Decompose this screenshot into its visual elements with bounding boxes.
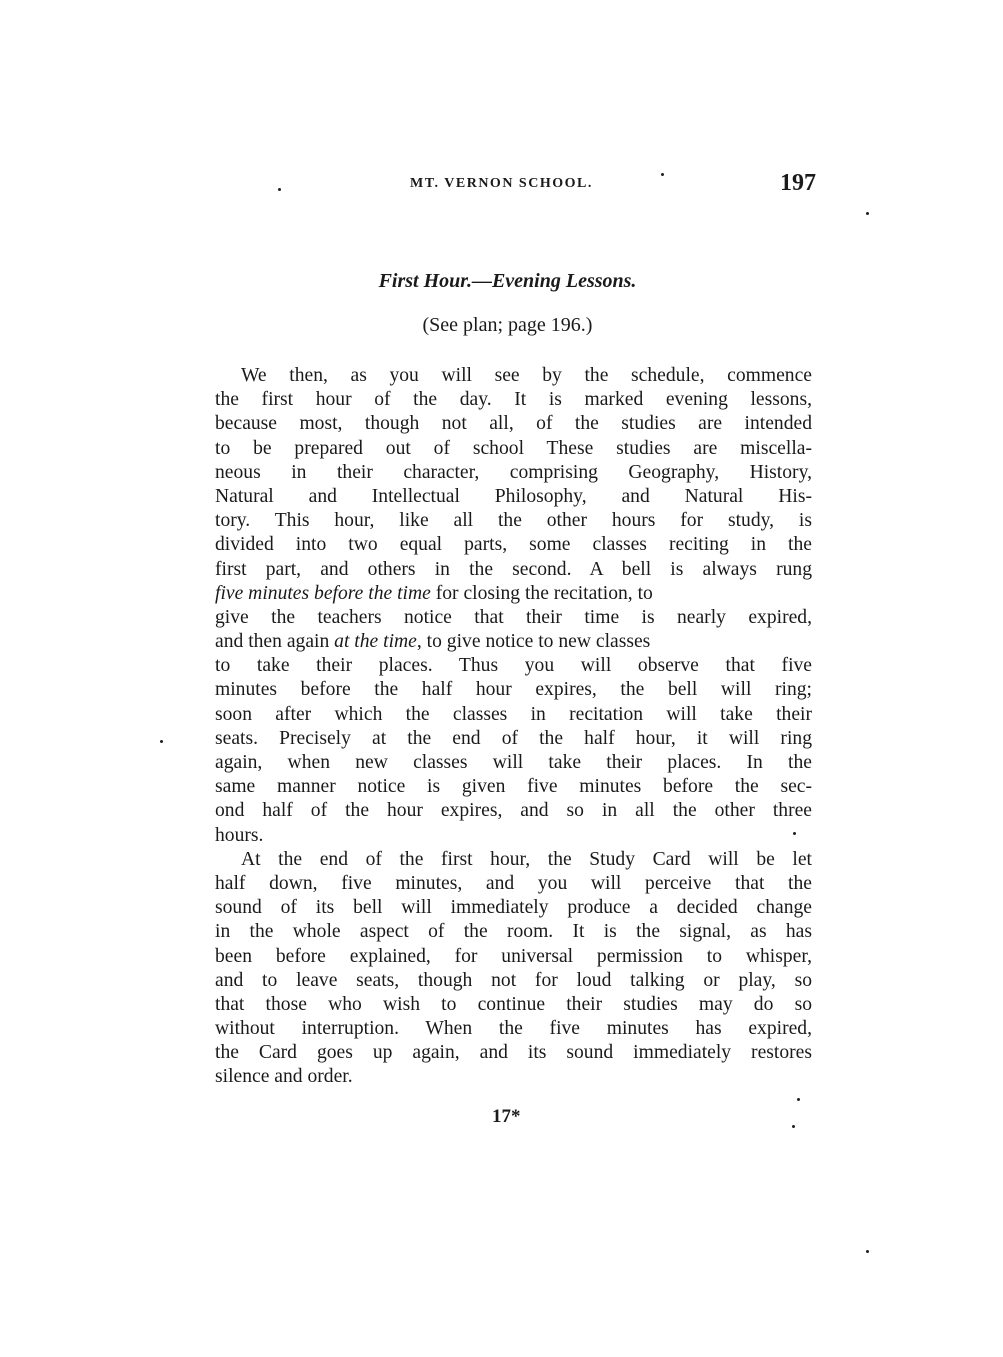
text-line: in the whole aspect of the room. It is the signal, as has: [215, 921, 812, 943]
text-line: been before explained, for universal permission to whisper,: [215, 945, 812, 967]
text-line: to take their places. Thus you will observe that five: [215, 655, 812, 677]
text-line: divided into two equal parts, some classes reciting in the: [215, 534, 812, 556]
text-line: We then, as you will see by the schedule, commence: [241, 365, 812, 386]
italic-phrase: at the time: [334, 631, 417, 653]
ink-speck: [866, 1250, 869, 1253]
body-text: [215, 364, 812, 1090]
text-line: the first hour of the day. It is marked evening lessons,: [215, 389, 812, 411]
text-line: and to leave seats, though not for loud talking or play, so: [215, 969, 812, 991]
ink-speck: [866, 212, 869, 215]
text-line: neous in their character, comprising Geography, History,: [215, 461, 812, 483]
text-line: the Card goes up again, and its sound immediately restores: [215, 1042, 812, 1064]
text-line: first part, and others in the second. A bell is always rung: [215, 558, 812, 580]
page-number: 197: [780, 170, 816, 196]
text-line: [215, 582, 812, 606]
signature-mark: 17*: [492, 1106, 521, 1127]
text-line: sound of its bell will immediately produce a decided change: [215, 897, 812, 919]
text-fragment: for closing the recitation, to: [430, 582, 653, 604]
ink-speck: [792, 1125, 795, 1128]
text-fragment: and then again: [215, 631, 335, 653]
text-line: [215, 630, 812, 654]
text-line: minutes before the half hour expires, the bell will ring;: [215, 679, 812, 701]
text-line: tory. This hour, like all the other hours for study, is: [215, 510, 812, 532]
text-line: At the end of the first hour, the Study Card will be let: [241, 848, 812, 870]
text-line: half down, five minutes, and you will perceive that the: [215, 872, 812, 894]
text-line: Natural and Intellectual Philosophy, and Natural His-: [215, 485, 812, 507]
ink-speck: [661, 173, 664, 176]
text-line: because most, though not all, of the studies are intended: [215, 413, 812, 435]
text-line: seats. Precisely at the end of the half hour, it will ring: [215, 727, 812, 749]
text-line: silence and order.: [215, 1066, 353, 1088]
ink-speck: [278, 188, 281, 191]
text-line: give the teachers notice that their time is nearly expired,: [215, 606, 812, 628]
section-subheading: (See plan; page 196.): [422, 314, 593, 336]
text-line: same manner notice is given five minutes before the sec-: [215, 776, 812, 798]
text-line: without interruption. When the five minutes has expired,: [215, 1018, 812, 1040]
ink-speck: [797, 1098, 800, 1101]
section-heading: First Hour.—Evening Lessons.: [378, 270, 637, 292]
text-line: that those who wish to continue their studies may do so: [215, 993, 812, 1015]
text-line: to be prepared out of school These studies are miscella-: [215, 437, 812, 459]
running-head: MT. VERNON SCHOOL.: [410, 176, 593, 191]
text-fragment: , to give notice to new classes: [416, 631, 651, 653]
ink-speck: [793, 832, 796, 835]
text-line: hours.: [215, 824, 264, 846]
text-line: soon after which the classes in recitation will take their: [215, 703, 812, 725]
italic-phrase: five minutes before the time: [215, 582, 431, 604]
text-line: again, when new classes will take their places. In the: [215, 752, 812, 773]
ink-speck: [160, 740, 163, 743]
text-line: ond half of the hour expires, and so in all the other three: [215, 800, 812, 822]
